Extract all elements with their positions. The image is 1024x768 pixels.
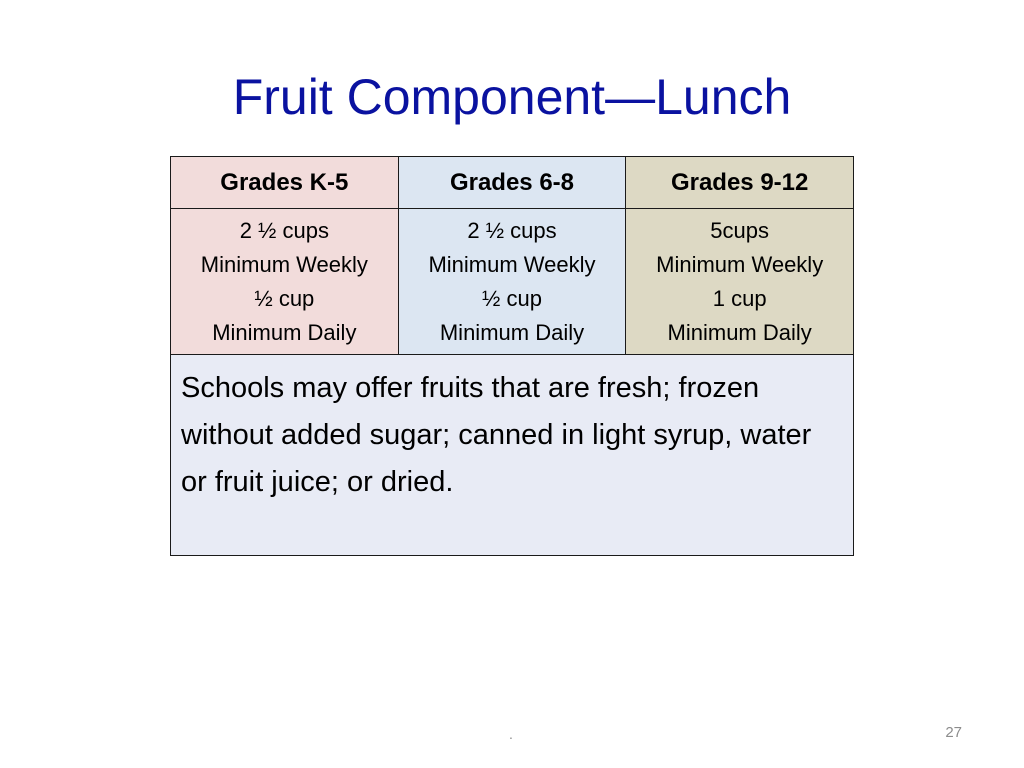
page-number: 27: [945, 724, 962, 741]
fruit-requirements-table: [170, 156, 854, 556]
daily-amount: 1 cup: [712, 285, 767, 311]
daily-amount: ½ cup: [254, 285, 315, 311]
daily-label: Minimum Daily: [212, 319, 357, 345]
fruit-options-note: Schools may offer fruits that are fresh; frozen without added sugar; canned in light syrup, water or fruit juice; or dried.: [171, 355, 854, 556]
amount-cell-k5: [171, 209, 399, 355]
footer-mark: .: [509, 726, 513, 742]
weekly-label: Minimum Weekly: [656, 251, 824, 277]
amount-cell-6-8: [398, 209, 626, 355]
daily-label: Minimum Daily: [667, 319, 812, 345]
amount-cell-9-12: [626, 209, 854, 355]
weekly-label: Minimum Weekly: [428, 251, 596, 277]
daily-label: Minimum Daily: [439, 319, 585, 345]
table-amount-row: [171, 209, 854, 355]
weekly-amount: 5cups: [710, 217, 770, 243]
header-grades-6-8: Grades 6-8: [398, 157, 626, 209]
table-note-row: [171, 355, 854, 556]
header-grades-k5: Grades K-5: [171, 157, 399, 209]
slide-title: Fruit Component—Lunch: [232, 69, 792, 125]
weekly-label: Minimum Weekly: [200, 251, 368, 277]
daily-amount: ½ cup: [482, 285, 542, 311]
header-grades-9-12: Grades 9-12: [626, 157, 854, 209]
table-header-row: [171, 157, 854, 209]
weekly-amount: 2 ½ cups: [239, 217, 329, 243]
weekly-amount: 2 ½ cups: [467, 217, 557, 243]
